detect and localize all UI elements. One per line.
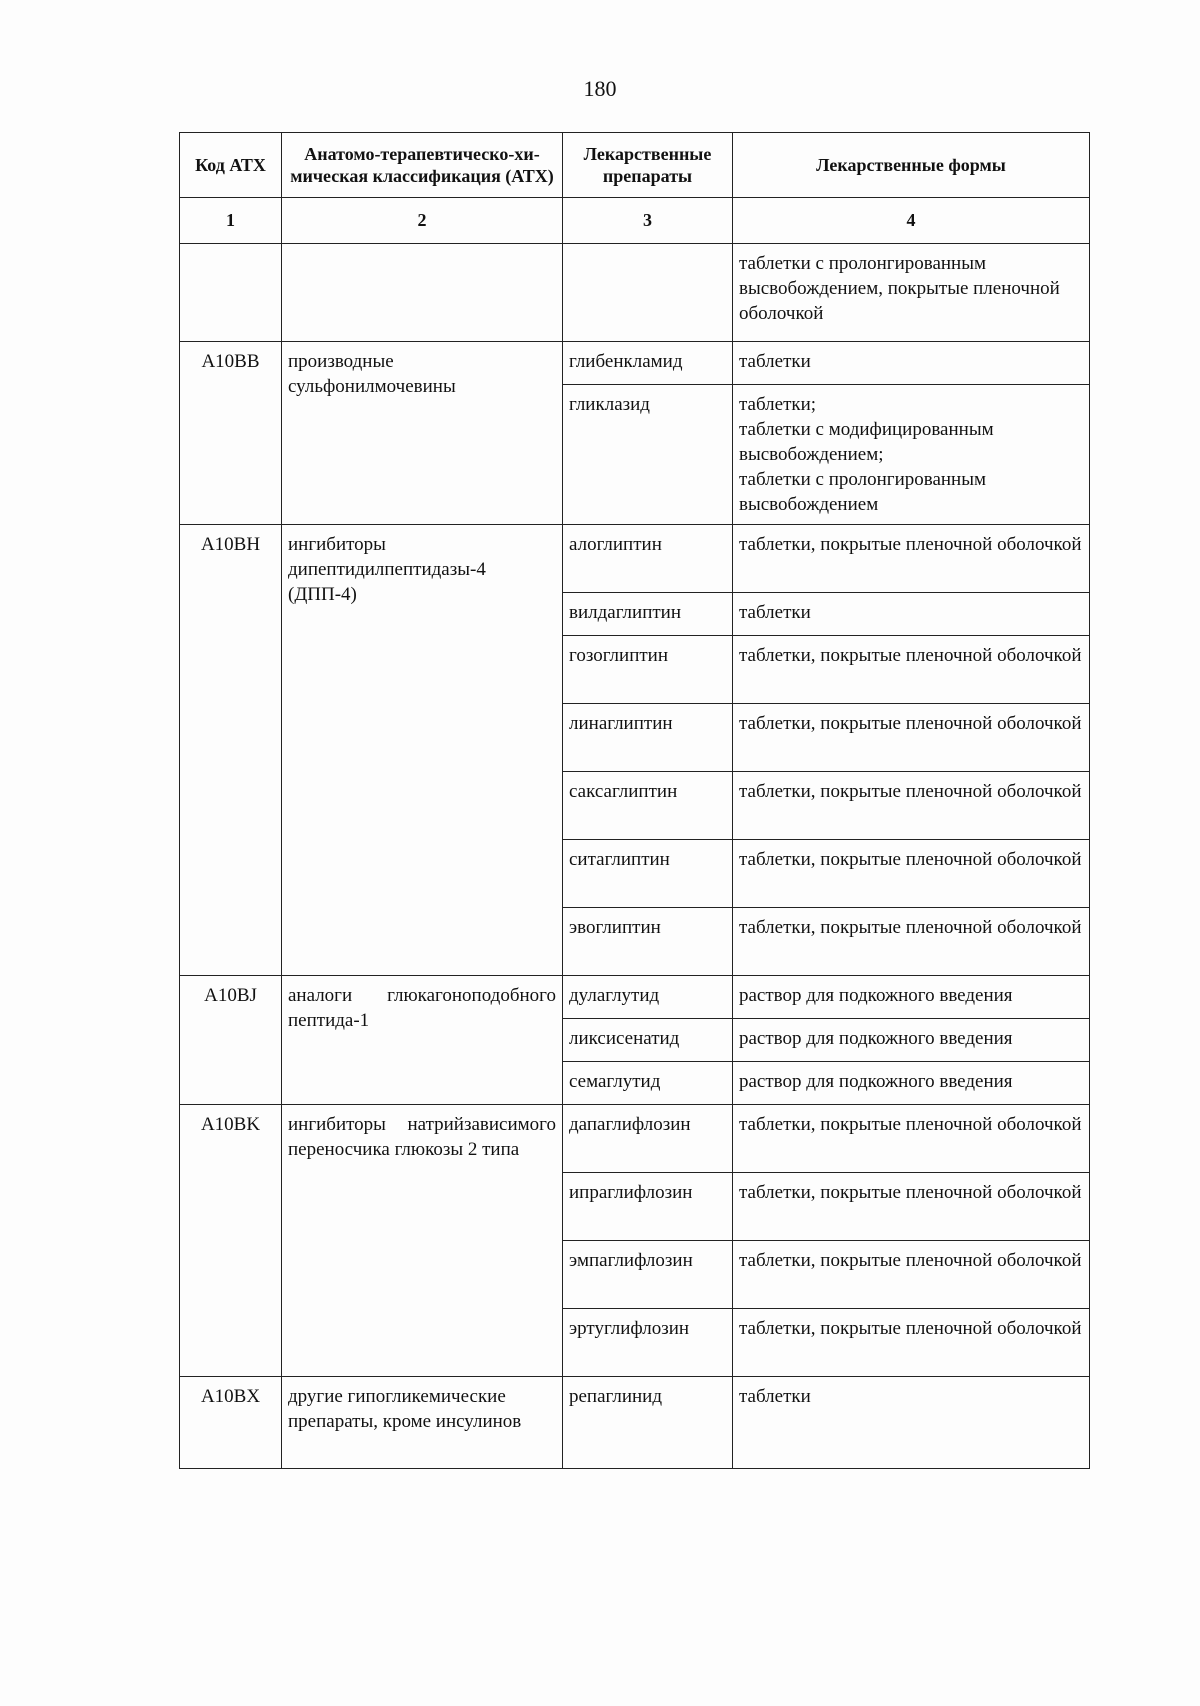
header-drugs: Лекарственные препараты — [563, 133, 733, 198]
table-row — [180, 1105, 1090, 1173]
empty-cell — [282, 244, 563, 342]
table-row — [180, 342, 1090, 385]
header-row — [180, 133, 1090, 198]
column-number: 4 — [733, 198, 1090, 244]
dosage-form-cell: раствор для подкожного введения — [733, 1062, 1090, 1105]
dosage-form-cell: таблетки, покрытые пленочной оболочкой — [733, 1173, 1090, 1241]
classification-cell: аналоги глюкагоноподобного пептида-1 — [282, 976, 563, 1105]
drug-name-cell: глибенкламид — [563, 342, 733, 385]
column-number-row — [180, 198, 1090, 244]
dosage-form-cell: таблетки, покрытые пленочной оболочкой — [733, 908, 1090, 976]
dosage-form-cell: таблетки — [733, 593, 1090, 636]
drug-name-cell: алоглиптин — [563, 525, 733, 593]
drug-name-cell: вилдаглиптин — [563, 593, 733, 636]
drug-name-cell: гликлазид — [563, 385, 733, 525]
drug-name-cell: эртуглифлозин — [563, 1309, 733, 1377]
classification-cell: другие гипогликемические препараты, кроме инсулинов — [282, 1377, 563, 1469]
atx-code-cell: A10BH — [180, 525, 282, 976]
dosage-form-cell: таблетки, покрытые пленочной оболочкой — [733, 525, 1090, 593]
drug-name-cell: линаглиптин — [563, 704, 733, 772]
dosage-form-cell: таблетки, покрытые пленочной оболочкой — [733, 704, 1090, 772]
table-row — [180, 1377, 1090, 1469]
dosage-form-cell: таблетки, покрытые пленочной оболочкой — [733, 1105, 1090, 1173]
classification-cell: ингибиторы натрийзависимого переносчика глюкозы 2 типа — [282, 1105, 563, 1377]
page-number: 180 — [583, 76, 617, 101]
drug-name-cell: ликсисенатид — [563, 1019, 733, 1062]
dosage-form-cell: таблетки, покрытые пленочной оболочкой — [733, 772, 1090, 840]
header-classification: Анатомо-терапевтическо-хи-мическая классификация (АТХ) — [282, 133, 563, 198]
drug-name-cell: ситаглиптин — [563, 840, 733, 908]
drug-name-cell: гозоглиптин — [563, 636, 733, 704]
column-number: 1 — [180, 198, 282, 244]
drug-name-cell: эвоглиптин — [563, 908, 733, 976]
dosage-form-cell: таблетки; таблетки с модифицированным высвобождением; таблетки с пролонгированным высвобождением — [733, 385, 1090, 525]
dosage-form-cell: таблетки — [733, 1377, 1090, 1469]
drug-name-cell: эмпаглифлозин — [563, 1241, 733, 1309]
empty-cell — [563, 244, 733, 342]
drug-name-cell: дулаглутид — [563, 976, 733, 1019]
dosage-form-cell: таблетки, покрытые пленочной оболочкой — [733, 1241, 1090, 1309]
dosage-form-cell: таблетки, покрытые пленочной оболочкой — [733, 636, 1090, 704]
atx-code-cell: A10BX — [180, 1377, 282, 1469]
dosage-form-cell: таблетки, покрытые пленочной оболочкой — [733, 1309, 1090, 1377]
empty-cell — [180, 244, 282, 342]
continuation-row — [180, 244, 1090, 342]
header-code: Код АТХ — [180, 133, 282, 198]
dosage-form-cell: раствор для подкожного введения — [733, 1019, 1090, 1062]
classification-cell: производные сульфонилмочевины — [282, 342, 563, 525]
drug-name-cell: семаглутид — [563, 1062, 733, 1105]
dosage-form-cell: таблетки с пролонгированным высвобождением, покрытые пленочной оболочкой — [733, 244, 1090, 342]
table-row — [180, 525, 1090, 593]
dosage-form-cell: таблетки, покрытые пленочной оболочкой — [733, 840, 1090, 908]
atx-code-cell: A10BB — [180, 342, 282, 525]
atx-table — [179, 132, 1090, 1469]
drug-name-cell: репаглинид — [563, 1377, 733, 1469]
drug-name-cell: дапаглифлозин — [563, 1105, 733, 1173]
drug-name-cell: саксаглиптин — [563, 772, 733, 840]
header-forms: Лекарственные формы — [733, 133, 1090, 198]
drug-name-cell: ипраглифлозин — [563, 1173, 733, 1241]
atx-code-cell: A10BK — [180, 1105, 282, 1377]
table-row — [180, 976, 1090, 1019]
classification-cell: ингибиторы дипептидилпептидазы-4 (ДПП-4) — [282, 525, 563, 976]
dosage-form-cell: таблетки — [733, 342, 1090, 385]
column-number: 3 — [563, 198, 733, 244]
dosage-form-cell: раствор для подкожного введения — [733, 976, 1090, 1019]
column-number: 2 — [282, 198, 563, 244]
atx-code-cell: A10BJ — [180, 976, 282, 1105]
